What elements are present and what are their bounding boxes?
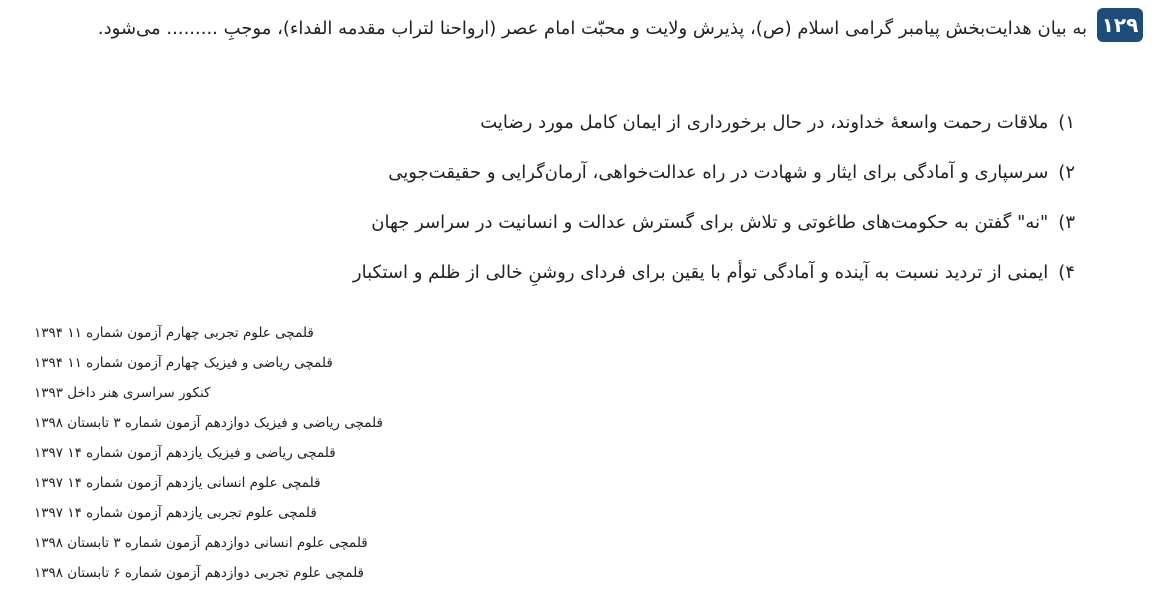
source-item: قلمچی علوم تجربی یازدهم آزمون شماره ۱۴ ۱۳۹۷ xyxy=(34,505,317,521)
option-3-text: "نه" گفتن به حکومت‌های طاغوتی و تلاش برای گسترش عدالت و انسانیت در سراسر جهان xyxy=(371,212,1049,233)
option-1-text: ملاقات رحمت واسعهٔ خداوند، در حال برخورداری از ایمان کامل مورد رضایت xyxy=(480,112,1049,133)
exam-source-list xyxy=(34,318,534,588)
source-item: قلمچی ریاضی و فیزیک چهارم آزمون شماره ۱۱ ۱۳۹۴ xyxy=(34,355,333,371)
option-1-number: ۱) xyxy=(1058,112,1075,133)
source-item: قلمچی ریاضی و فیزیک دوازدهم آزمون شماره ۳ تابستان ۱۳۹۸ xyxy=(34,415,383,431)
option-2-text: سرسپاری و آمادگی برای ایثار و شهادت در راه عدالت‌خواهی، آرمان‌گرایی و حقیقت‌جویی xyxy=(388,162,1049,183)
option-4-text: ایمنی از تردید نسبت به آینده و آمادگی توأم با یقین برای فردای روشنِ خالی از ظلم و استکبار xyxy=(352,262,1049,283)
option-4-number: ۴) xyxy=(1058,262,1075,283)
source-item: قلمچی علوم انسانی دوازدهم آزمون شماره ۳ تابستان ۱۳۹۸ xyxy=(34,535,368,551)
answer-options xyxy=(175,98,1075,298)
option-1[interactable] xyxy=(175,98,1075,148)
option-2[interactable] xyxy=(175,148,1075,198)
option-3-number: ۳) xyxy=(1058,212,1075,233)
source-item: قلمچی علوم تجربی چهارم آزمون شماره ۱۱ ۱۳۹۴ xyxy=(34,325,314,341)
source-item: قلمچی علوم انسانی یازدهم آزمون شماره ۱۴ ۱۳۹۷ xyxy=(34,475,321,491)
source-item: کنکور سراسری هنر داخل ۱۳۹۳ xyxy=(34,385,211,401)
option-4[interactable] xyxy=(175,248,1075,298)
question-stem: به بیان هدایت‌بخش پیامبر گرامی اسلام (ص)، پذیرش ولایت و محبّت امام عصر (ارواحنا لتراب مقدمه الفداء)، موجبِ ......... می‌شود. xyxy=(97,18,1087,39)
option-2-number: ۲) xyxy=(1058,162,1075,183)
question-number-badge: ۱۲۹ xyxy=(1097,8,1143,42)
source-item: قلمچی علوم تجربی دوازدهم آزمون شماره ۶ تابستان ۱۳۹۸ xyxy=(34,565,364,581)
source-item: قلمچی ریاضی و فیزیک یازدهم آزمون شماره ۱۴ ۱۳۹۷ xyxy=(34,445,336,461)
option-3[interactable] xyxy=(175,198,1075,248)
